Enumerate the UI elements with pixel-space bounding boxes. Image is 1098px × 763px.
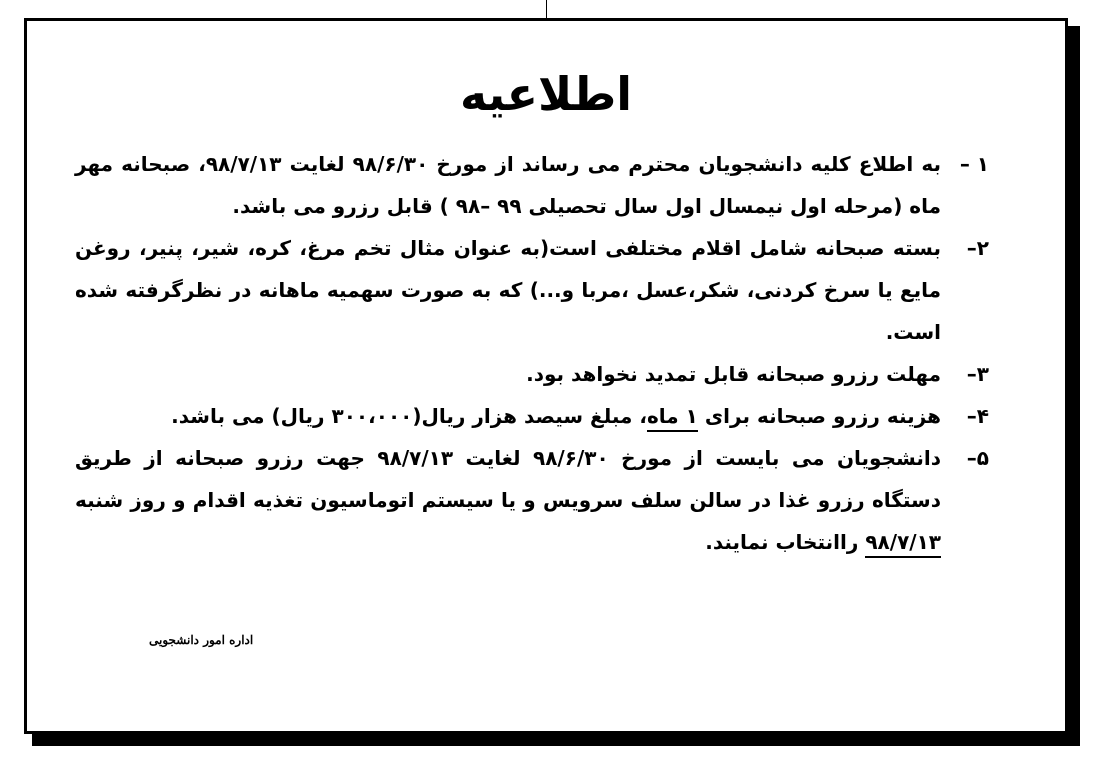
notice-frame xyxy=(24,18,1068,734)
item-number: ۴– xyxy=(966,404,989,428)
item-underlined-date: ۹۸/۷/۱۳ xyxy=(865,530,941,558)
signature: اداره امور دانشجویی xyxy=(149,633,254,647)
item-number: ۳– xyxy=(966,362,989,386)
notice-title: اطلاعیه xyxy=(459,67,633,121)
item-number: ۱ – xyxy=(959,152,989,176)
item-text: مهلت رزرو صبحانه قابل تمدید نخواهد بود. xyxy=(526,362,941,386)
item-number: ۵– xyxy=(966,446,989,470)
item-number: ۲– xyxy=(966,236,989,260)
item-text-before: دانشجویان می بایست از مورخ ۹۸/۶/۳۰ لغایت ۹۸/۷/۱۳ جهت رزرو صبحانه از طریق دستگاه رزرو غذا در سالن سلف سرویس و یا سیستم اتوماسیون تغذیه اقدام و روز شنبه xyxy=(75,446,941,512)
notice-item-4 xyxy=(75,395,989,437)
notice-body xyxy=(75,143,989,563)
item-text-after: راانتخاب نمایند. xyxy=(705,530,866,554)
notice-item-1 xyxy=(75,143,989,227)
item-text-after: ، مبلغ سیصد هزار ریال(۳۰۰،۰۰۰ ریال) می باشد. xyxy=(171,404,647,428)
item-text: به اطلاع کلیه دانشجویان محترم می رساند از مورخ ۹۸/۶/۳۰ لغایت ۹۸/۷/۱۳، صبحانه مهر ماه (مرحله اول نیمسال اول سال تحصیلی ۹۹ –۹۸ ) قابل رزرو می باشد. xyxy=(75,152,941,218)
item-text-before: هزینه رزرو صبحانه برای xyxy=(697,404,941,428)
item-underlined-text: ۱ ماه xyxy=(647,404,698,432)
notice-item-2 xyxy=(75,227,989,353)
item-text: بسته صبحانه شامل اقلام مختلفی است(به عنوان مثال تخم مرغ، کره، شیر، پنیر، روغن مایع یا سرخ کردنی، شکر،عسل ،مربا و...) که به صورت سهمیه ماهانه در نظرگرفته شده است. xyxy=(75,236,941,344)
notice-item-5 xyxy=(75,437,989,563)
notice-item-3 xyxy=(75,353,989,395)
